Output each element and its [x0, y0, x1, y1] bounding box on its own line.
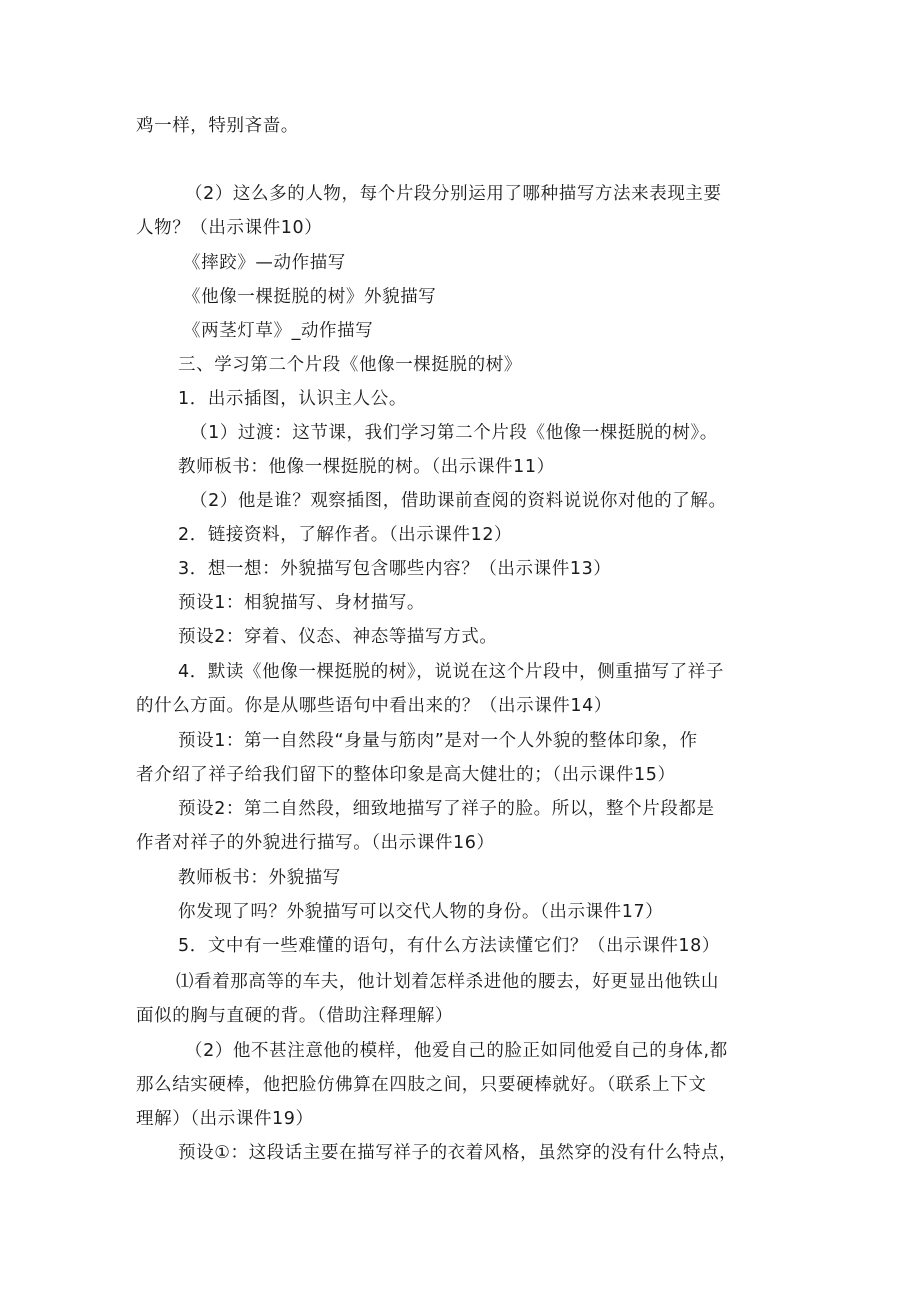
text-line: 面似的胸与直硬的背。（借助注释理解） [136, 1006, 454, 1026]
text-line: 《他像一棵挺脱的树》外貌描写 [183, 287, 437, 307]
text-line: 鸡一样，特别吝啬。 [136, 116, 299, 136]
text-line: （2）他是谁？观察插图，借助课前查阅的资料说说你对他的了解。 [190, 491, 727, 511]
text-line: 《摔跤》—动作描写 [183, 253, 346, 273]
text-line: 《两茎灯草》_动作描写 [183, 321, 374, 341]
text-line: 那么结实硬棒，他把脸仿佛算在四肢之间，只要硬棒就好。（联系上下文 [136, 1075, 707, 1095]
text-line: 教师板书：他像一棵挺脱的树。（出示课件11） [178, 457, 555, 477]
text-line: 教师板书：外貌描写 [178, 868, 341, 888]
text-line: （1）过渡：这节课，我们学习第二个片段《他像一棵挺脱的树》。 [190, 423, 718, 443]
text-line: 预设2：穿着、仪态、神态等描写方式。 [178, 627, 498, 647]
text-line: 作者对祥子的外貌进行描写。（出示课件16） [136, 833, 495, 853]
text-line: 5．文中有一些难懂的语句，有什么方法读懂它们？（出示课件18） [178, 936, 720, 956]
text-line: 你发现了吗？外貌描写可以交代人物的身份。（出示课件17） [178, 902, 664, 922]
text-line: 理解）（出示课件19） [136, 1109, 314, 1129]
text-line: 预设2：第二自然段，细致地描写了祥子的脸。所以，整个片段都是 [178, 799, 715, 819]
text-line: 2．链接资料，了解作者。（出示课件12） [178, 525, 513, 545]
text-line: 4．默读《他像一棵挺脱的树》，说说在这个片段中，侧重描写了祥子 [178, 662, 724, 682]
text-line: （2）这么多的人物，每个片段分别运用了哪种描写方法来表现主要 [185, 184, 722, 204]
text-line: （2）他不甚注意他的模样，他爱自己的脸正如同他爱自己的身体,都 [185, 1041, 728, 1061]
text-line: ⑴看着那高等的车夫，他计划着怎样杀进他的腰去，好更显出他铁山 [176, 972, 719, 992]
text-line: 的什么方面。你是从哪些语句中看出来的？（出示课件14） [136, 696, 612, 716]
text-line: 预设1：相貌描写、身材描写。 [178, 593, 426, 613]
section-heading: 三、学习第二个片段《他像一棵挺脱的树》 [178, 355, 522, 375]
text-line: 1．出示插图，认识主人公。 [178, 389, 407, 409]
text-line: 人物？（出示课件10） [136, 218, 323, 238]
text-line: 者介绍了祥子给我们留下的整体印象是高大健壮的；（出示课件15） [136, 765, 676, 785]
text-line: 3．想一想：外貌描写包含哪些内容？（出示课件13） [178, 559, 612, 579]
text-line: 预设1：第一自然段“身量与筋肉”是对一个人外貌的整体印象，作 [178, 731, 698, 751]
text-line: 预设①：这段话主要在描写祥子的衣着风格，虽然穿的没有什么特点， [178, 1143, 738, 1163]
